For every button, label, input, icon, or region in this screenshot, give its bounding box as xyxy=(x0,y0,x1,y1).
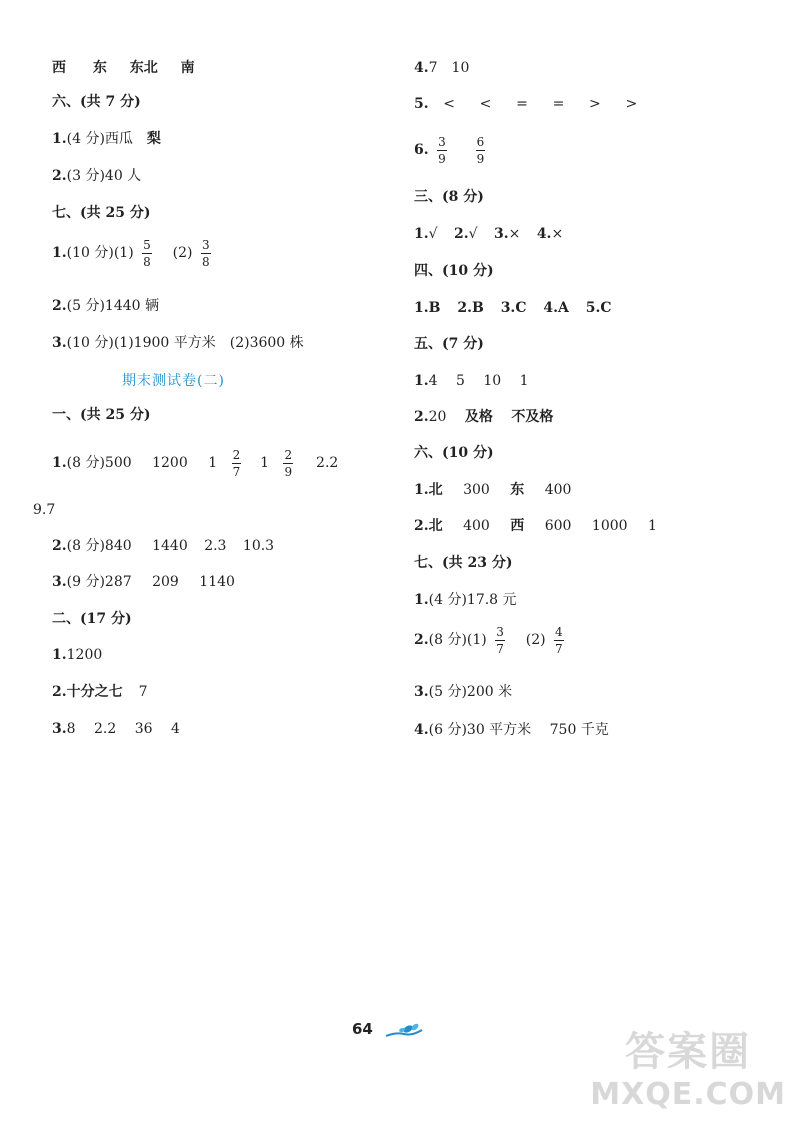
answer-line: 3.(5 分)200 米 xyxy=(414,684,513,700)
answer-line: 1.√ 2.√ 3.× 4.× xyxy=(414,226,564,242)
answer-line: 1.北 300 东 400 xyxy=(414,482,572,498)
part-header: 四、(10 分) xyxy=(414,263,494,279)
answer-line: 1.B 2.B 3.C 4.A 5.C xyxy=(414,300,612,316)
answer-line: 3.(9 分)287 209 1140 xyxy=(52,574,235,590)
answer-line: 2.(8 分)(1) $\frac{3}{7}$ (2) $\frac{4}{7}$ xyxy=(414,624,563,656)
section-title: 期末测试卷(二) xyxy=(122,373,225,389)
page-number: 64 xyxy=(352,1020,373,1038)
answer-line-wrap: 9.7 xyxy=(33,502,56,518)
part-header: 三、(8 分) xyxy=(414,189,484,205)
answer-line: 1.(10 分)(1) $\frac{5}{8}$ (2) $\frac{3}{8}$ xyxy=(52,237,210,269)
fraction: $\frac{2}{7}$ xyxy=(232,447,241,479)
answer-line: 1.4 5 10 1 xyxy=(414,373,529,389)
part-header: 五、(7 分) xyxy=(414,336,484,352)
answer-line: 2.十分之七 7 xyxy=(52,684,148,700)
answer-line: 4.7 10 xyxy=(414,60,470,76)
answer-line: 1.1200 xyxy=(52,647,103,663)
part-header: 六、(10 分) xyxy=(414,445,494,461)
answer-line: 2.北 400 西 600 1000 1 xyxy=(414,518,657,534)
answer-line: 6. $\frac{3}{9}$ $\frac{6}{9}$ xyxy=(414,134,485,166)
answer-line: 2.(3 分)40 人 xyxy=(52,168,142,184)
fraction: $\frac{6}{9}$ xyxy=(476,134,485,166)
answer-line: 西 东 东北 南 xyxy=(52,60,195,76)
answer-line: 3.(10 分)(1)1900 平方米 (2)3600 株 xyxy=(52,335,304,351)
answer-line: 1.(4 分)17.8 元 xyxy=(414,592,517,608)
part-header: 一、(共 25 分) xyxy=(52,407,151,423)
answer-line: 1.(8 分)500 1200 1 $\frac{2}{7}$ 1 $\frac{2}{9}$ 2.2 xyxy=(52,447,339,479)
answer-line: 3.8 2.2 36 4 xyxy=(52,721,180,737)
answer-line: 4.(6 分)30 平方米 750 千克 xyxy=(414,722,609,738)
answer-line: 2.(5 分)1440 辆 xyxy=(52,298,159,314)
part-header: 六、(共 7 分) xyxy=(52,94,141,110)
fraction: $\frac{2}{9}$ xyxy=(284,447,293,479)
fraction: $\frac{4}{7}$ xyxy=(555,624,563,656)
answer-line: 5. < < = = > > xyxy=(414,96,638,112)
fraction: $\frac{3}{9}$ xyxy=(438,134,446,166)
answer-line: 2.20 及格 不及格 xyxy=(414,409,554,425)
fraction: $\frac{5}{8}$ xyxy=(143,237,151,269)
answer-line: 2.(8 分)840 1440 2.3 10.3 xyxy=(52,538,275,554)
part-header: 二、(17 分) xyxy=(52,611,132,627)
leaf-ornament-icon xyxy=(384,1022,424,1042)
part-header: 七、(共 25 分) xyxy=(52,205,151,221)
fraction: $\frac{3}{8}$ xyxy=(201,237,210,269)
part-header: 七、(共 23 分) xyxy=(414,555,513,571)
watermark: 答案圈 MXQE.COM xyxy=(590,1029,786,1112)
answer-line: 1.(4 分)西瓜 梨 xyxy=(52,131,161,147)
fraction: $\frac{3}{7}$ xyxy=(496,624,504,656)
